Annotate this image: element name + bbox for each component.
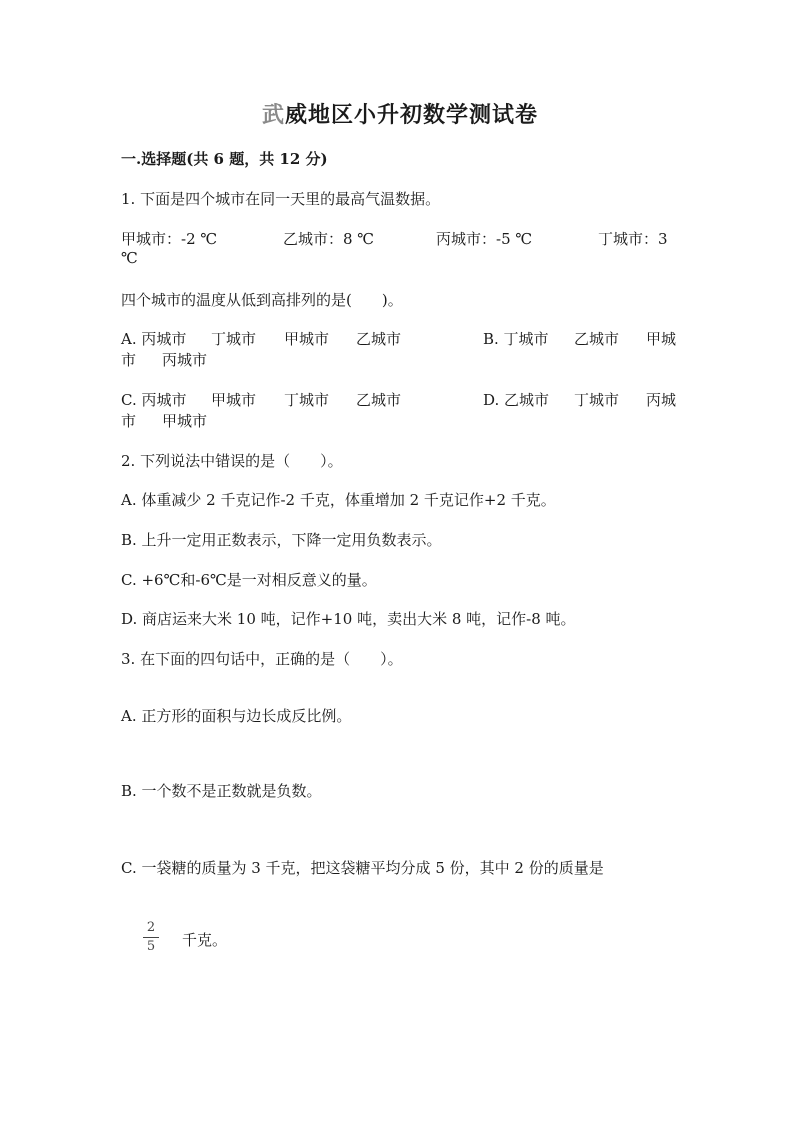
q1-option-c-1: C. 丙城市 [121, 391, 187, 409]
q1-option-c-2: 甲城市 [211, 391, 257, 409]
q2-option-d: D. 商店运来大米 10 吨，记作+10 吨，卖出大米 8 吨，记作-8 吨。 [121, 610, 576, 628]
q1-city-ding: 丁城市：3 [598, 230, 668, 248]
q3-stem: 3. 在下面的四句话中，正确的是（ ）。 [121, 650, 403, 668]
q1-option-d-1: D. 乙城市 [483, 391, 550, 409]
q1-option-a-4: 乙城市 [356, 330, 402, 348]
q2-option-b: B. 上升一定用正数表示，下降一定用负数表示。 [121, 531, 442, 549]
q1-ask: 四个城市的温度从低到高排列的是( )。 [121, 291, 403, 309]
fraction-bar [143, 937, 159, 938]
q3-option-c-unit: 千克。 [182, 931, 228, 949]
q1-option-b-wrap-1: 市 [121, 351, 137, 369]
q1-option-d-3: 丙城 [646, 391, 677, 409]
q1-option-d-wrap-1: 市 [121, 412, 137, 430]
q3-option-c: C. 一袋糖的质量为 3 千克，把这袋糖平均分成 5 份，其中 2 份的质量是 [121, 859, 604, 877]
title-rest: 威地区小升初数学测试卷 [285, 102, 539, 128]
title-first-char: 武 [261, 102, 285, 128]
section-heading: 一.选择题(共 6 题，共 12 分) [121, 150, 328, 168]
q3-option-b: B. 一个数不是正数就是负数。 [121, 782, 322, 800]
q1-option-b-wrap-2: 丙城市 [162, 351, 208, 369]
q1-option-a-2: 丁城市 [211, 330, 257, 348]
fraction-two-fifths [143, 921, 159, 954]
fraction-denominator: 5 [146, 939, 156, 954]
q1-stem: 1. 下面是四个城市在同一天里的最高气温数据。 [121, 190, 441, 208]
page-title [0, 98, 800, 129]
q1-option-a-3: 甲城市 [284, 330, 330, 348]
q1-city-jia: 甲城市：-2 ℃ [121, 230, 218, 248]
q2-stem: 2. 下列说法中错误的是（ ）。 [121, 452, 343, 470]
q3-option-a: A. 正方形的面积与边长成反比例。 [121, 707, 352, 725]
q1-city-ding-wrap: ℃ [121, 249, 138, 267]
q1-option-c-4: 乙城市 [356, 391, 402, 409]
q2-option-c: C. +6℃和-6℃是一对相反意义的量。 [121, 571, 377, 589]
q1-option-d-2: 丁城市 [574, 391, 620, 409]
fraction-numerator: 2 [146, 920, 156, 935]
q1-city-bing: 丙城市：-5 ℃ [436, 230, 533, 248]
q1-option-c-3: 丁城市 [284, 391, 330, 409]
q1-option-b-3: 甲城 [646, 330, 677, 348]
q1-option-a-1: A. 丙城市 [121, 330, 187, 348]
q1-option-b-1: B. 丁城市 [483, 330, 549, 348]
q1-option-d-wrap-2: 甲城市 [162, 412, 208, 430]
q2-option-a: A. 体重减少 2 千克记作-2 千克，体重增加 2 千克记作+2 千克。 [121, 491, 556, 509]
q1-city-yi: 乙城市：8 ℃ [283, 230, 375, 248]
q1-option-b-2: 乙城市 [574, 330, 620, 348]
